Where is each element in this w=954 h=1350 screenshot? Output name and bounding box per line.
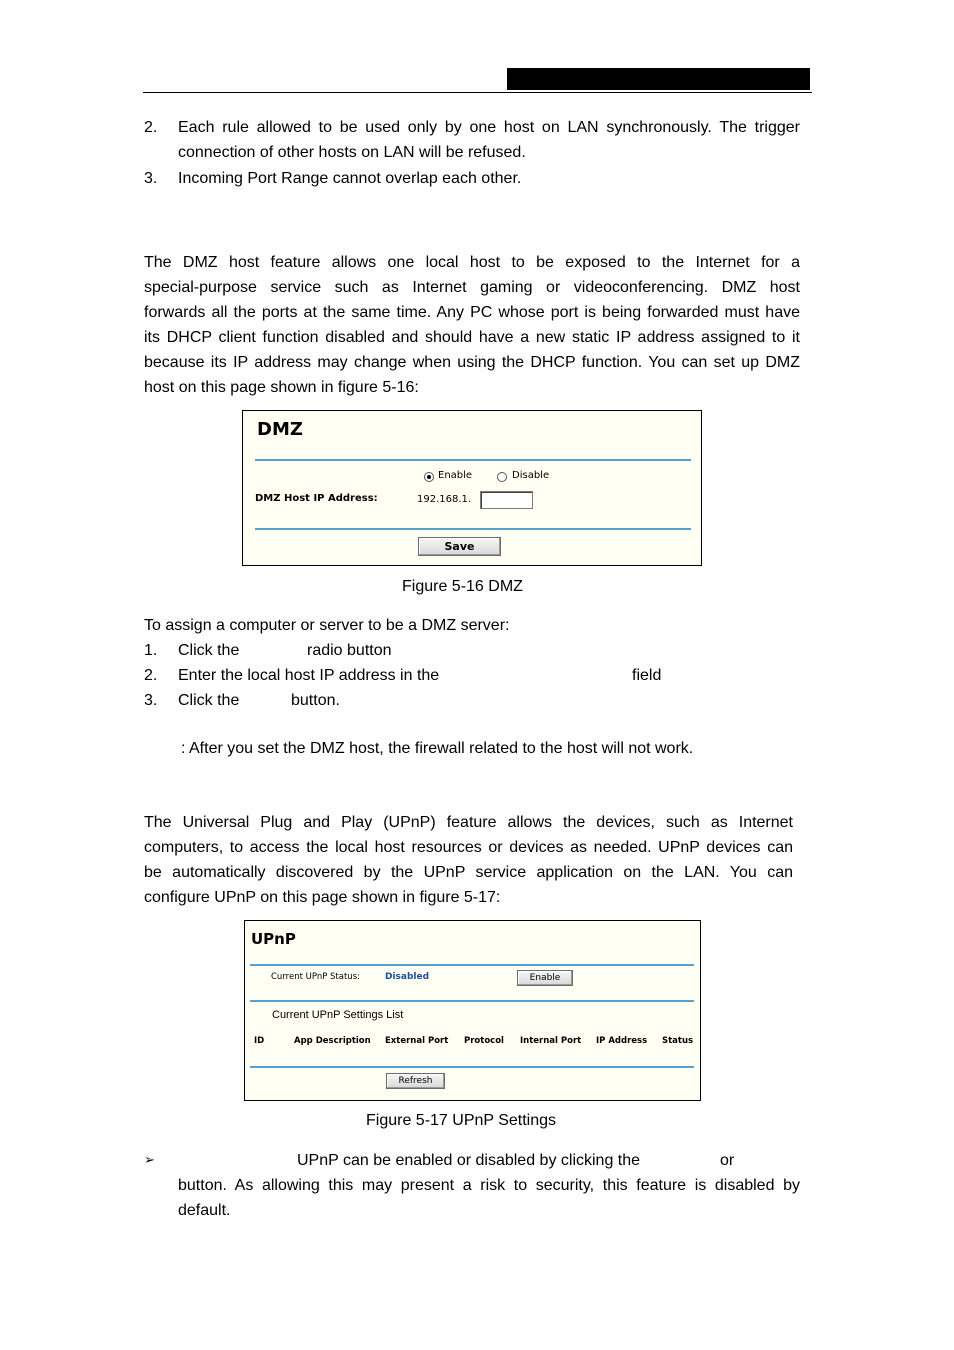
paragraph-line: configure UPnP on this page shown in figure 5-17: [144, 889, 501, 906]
paragraph-line: computers, to access the local host resources or devices as needed. UPnP devices can [144, 839, 793, 856]
ip-prefix: 192.168.1. [417, 494, 472, 505]
disable-radio-label: Disable [512, 470, 550, 481]
paragraph-line: host on this page shown in figure 5-16: [144, 379, 419, 396]
step-text: Enter the local host IP address in the [178, 667, 440, 684]
dmz-host-ip-input[interactable] [480, 491, 533, 509]
upnp-enable-button[interactable]: Enable [517, 970, 573, 986]
paragraph-line: forwards all the ports at the same time. Any PC whose port is being forwarded must have [144, 304, 800, 321]
assign-intro: To assign a computer or server to be a DMZ server: [144, 617, 510, 634]
disable-radio[interactable] [497, 472, 507, 482]
step-number: 3. [144, 692, 158, 709]
upnp-settings-list-title: Current UPnP Settings List [272, 1009, 404, 1021]
bullet-text: default. [178, 1202, 231, 1219]
paragraph-line: because its IP address may change when using the DHCP function. You can set up DMZ [144, 354, 800, 371]
list-item-text: Incoming Port Range cannot overlap each other. [178, 170, 522, 187]
arrow-bullet-icon: ➢ [144, 1152, 155, 1167]
step-number: 2. [144, 667, 158, 684]
step-text: field [632, 667, 662, 684]
divider [250, 1066, 694, 1068]
column-header: ID [254, 1036, 265, 1046]
divider [255, 528, 691, 530]
figure-16-caption: Figure 5-16 DMZ [402, 578, 523, 595]
dmz-host-ip-label: DMZ Host IP Address: [255, 493, 378, 504]
note-text: : After you set the DMZ host, the firewall related to the host will not work. [181, 740, 694, 757]
column-header: App Description [294, 1036, 371, 1046]
dmz-panel [242, 410, 702, 566]
bullet-text: UPnP can be enabled or disabled by clicking the [297, 1152, 641, 1169]
column-header: External Port [385, 1036, 449, 1046]
paragraph-line: its DHCP client function disabled and should have a new static IP address assigned to it [144, 329, 800, 346]
column-header: Protocol [464, 1036, 504, 1046]
upnp-status-value: Disabled [385, 972, 430, 982]
paragraph-line: The DMZ host feature allows one local host to be exposed to the Internet for a [144, 254, 800, 271]
bullet-text: or [720, 1152, 735, 1169]
paragraph-line: be automatically discovered by the UPnP service application on the LAN. You can [144, 864, 793, 881]
header-rule [143, 92, 812, 93]
figure-17-caption: Figure 5-17 UPnP Settings [366, 1112, 557, 1129]
refresh-button[interactable]: Refresh [386, 1073, 445, 1089]
column-header: IP Address [596, 1036, 648, 1046]
bullet-text: button. As allowing this may present a risk to security, this feature is disabled by [178, 1177, 800, 1194]
column-header: Status [662, 1036, 694, 1046]
step-text: Click the [178, 642, 240, 659]
list-item-number: 2. [144, 119, 158, 136]
upnp-status-label: Current UPnP Status: [271, 972, 360, 982]
paragraph-line: The Universal Plug and Play (UPnP) feature allows the devices, such as Internet [144, 814, 793, 831]
list-item-text: connection of other hosts on LAN will be refused. [178, 144, 526, 161]
list-item-text: Each rule allowed to be used only by one host on LAN synchronously. The trigger [178, 119, 800, 136]
column-header: Internal Port [520, 1036, 582, 1046]
divider [250, 1000, 694, 1002]
divider [255, 459, 691, 461]
enable-radio-label: Enable [438, 470, 473, 481]
enable-radio[interactable] [424, 472, 434, 482]
paragraph-line: special-purpose service such as Internet gaming or videoconferencing. DMZ host [144, 279, 800, 296]
step-text: Click the [178, 692, 240, 709]
step-text: button. [291, 692, 340, 709]
step-text: radio button [307, 642, 392, 659]
header-bar [507, 68, 810, 90]
upnp-panel-title: UPnP [251, 930, 296, 948]
dmz-panel-title: DMZ [257, 419, 303, 440]
upnp-panel [244, 920, 701, 1101]
list-item-number: 3. [144, 170, 158, 187]
save-button[interactable]: Save [418, 537, 501, 556]
divider [250, 964, 694, 966]
step-number: 1. [144, 642, 158, 659]
